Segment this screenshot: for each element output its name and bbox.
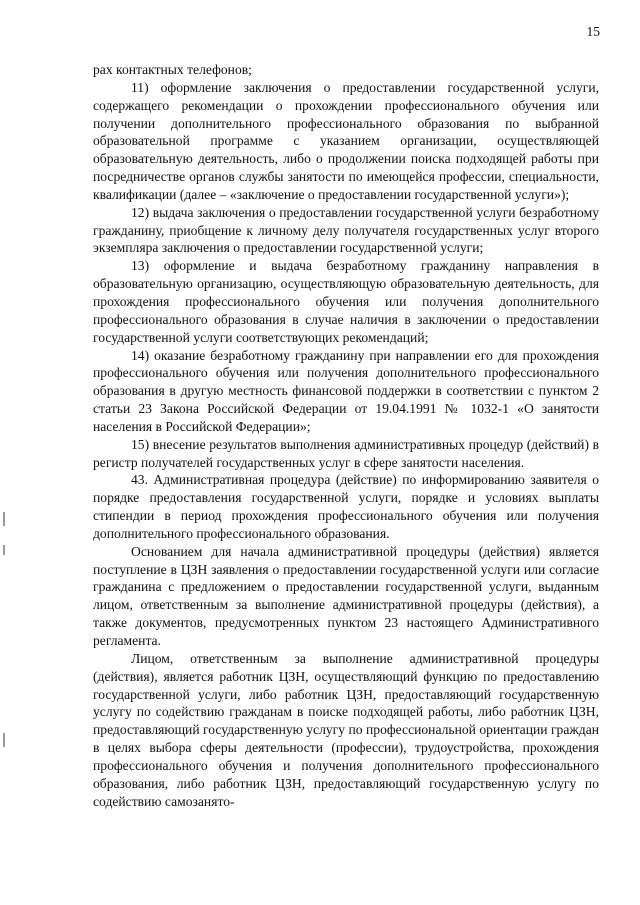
paragraph-continuation: рах контактных телефонов; [93,62,252,77]
page-number: 15 [586,24,600,39]
list-item-15: 15) внесение результатов выполнения административных процедур (действий) в регистр получателей государственных услуг в сфере занятости населения. [93,436,599,470]
document-body [93,61,599,810]
section-43-paragraph: 43. Административная процедура (действие) по информированию заявителя о порядке предоставления государственной услуги, порядке и условиях выплаты стипендии в период прохождения профессионального обучения или получения дополнительного профессионального образования. [93,472,599,541]
list-item-11: 11) оформление заключения о предоставлении государственной услуги, содержащего рекомендации о прохождении профессионального обучения или получении дополнительного профессионального образования по выбранной образовательной программе с указанием организации, осуществляющей образовательную деятельность, либо о продолжении поиска подходящей работы при посредничестве органов службы занятости по имеющейся профессии, специальности, квалификации (далее – «заключение о предоставлении государственной услуги»); [93,79,599,202]
list-item-13: 13) оформление и выдача безработному гражданину направления в образовательную организацию, осуществляющую образовательную деятельность, для прохождения профессионального обучения или получения дополнительного профессионального образования в случае наличия в заключении о предоставлении государственной услуги соответствующих рекомендаций; [93,258,599,345]
basis-paragraph: Основанием для начала административной процедуры (действия) является поступление в ЦЗН заявления о предоставлении государственной услуги или согласие гражданина с предложением о предоставлении государственной услуги, выданным лицом, ответственным за выполнение административной процедуры (действия), а также документов, предусмотренных пунктом 23 настоящего Административного регламента. [93,543,599,648]
binder-mark [3,512,5,526]
binder-mark [3,733,5,747]
list-item-14: 14) оказание безработному гражданину при направлении его для прохождения профессионального обучения или получения дополнительного профессионального образования в другую местность финансовой поддержки в соответствии с пунктом 2 статьи 23 Закона Российской Федерации от 19.04.1991 № 1032-1 «О занятости населения в Российской Федерации»; [93,347,599,434]
binder-mark [3,545,5,555]
responsible-person-paragraph: Лицом, ответственным за выполнение административной процедуры (действия), является работник ЦЗН, осуществляющий функцию по предоставлению государственной услуги, либо работник ЦЗН, предоставляющий государственную услугу по содействию гражданам в поиске подходящей работы, либо работник ЦЗН, предоставляющий государственную услугу по профессиональной ориентации граждан в целях выбора сферы деятельности (профессии), трудоустройства, прохождения профессионального обучения и получения дополнительного профессионального образования, либо работник ЦЗН, предоставляющий государственную услугу по содействию самозанято- [93,650,599,809]
binder-hole-marks [0,0,10,905]
list-item-12: 12) выдача заключения о предоставлении государственной услуги безработному гражданину, приобщение к личному делу получателя государственных услуг второго экземпляра заключения о предоставлении государственной услуги; [93,204,599,256]
